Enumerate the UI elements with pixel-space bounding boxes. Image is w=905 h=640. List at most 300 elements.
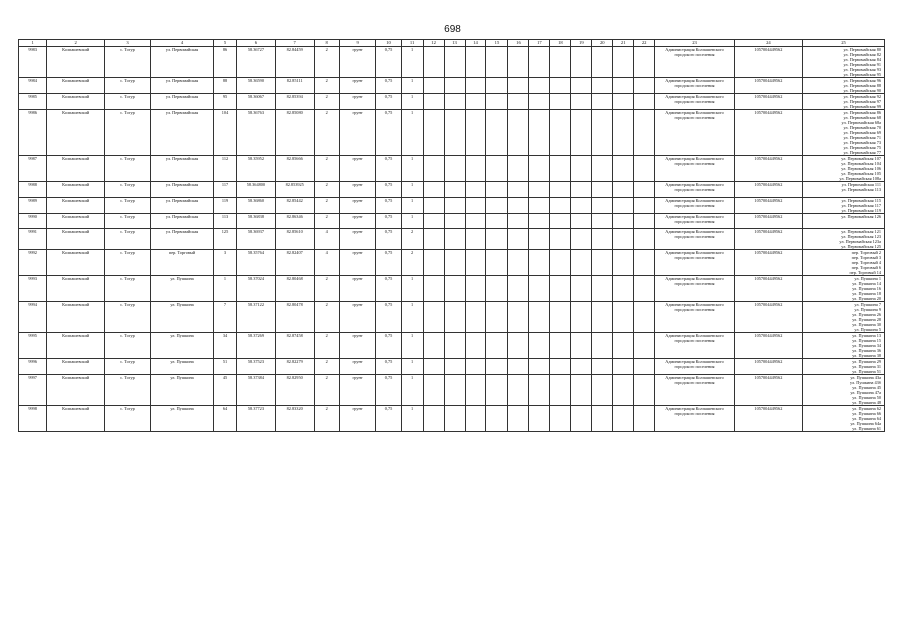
register-table bbox=[18, 39, 885, 432]
surface-cell: грунт bbox=[339, 275, 376, 301]
empty-cell bbox=[571, 249, 592, 275]
street-cell: ул. Первомайская bbox=[151, 156, 214, 182]
latitude-cell: 58.36067 bbox=[237, 94, 276, 110]
column-header: 5 bbox=[213, 40, 236, 47]
empty-cell bbox=[444, 228, 465, 249]
row-number: 9997 bbox=[19, 375, 47, 406]
longitude-cell: 82.80478 bbox=[275, 301, 314, 332]
house-cell: 112 bbox=[213, 156, 236, 182]
empty-cell bbox=[613, 406, 634, 432]
surface-cell: грунт bbox=[339, 182, 376, 197]
area-cell: 2 bbox=[314, 275, 339, 301]
empty-cell bbox=[592, 375, 613, 406]
column-header: 12 bbox=[423, 40, 444, 47]
empty-cell bbox=[592, 182, 613, 197]
empty-cell bbox=[613, 156, 634, 182]
addresses-cell: ул. Первомайская 111 ул. Первомайская 113 bbox=[802, 182, 884, 197]
empty-cell bbox=[571, 94, 592, 110]
volume-cell: 0,75 bbox=[376, 156, 401, 182]
column-header: 11 bbox=[401, 40, 423, 47]
empty-cell bbox=[508, 156, 529, 182]
settlement-cell: с. Тогур bbox=[104, 156, 150, 182]
empty-cell bbox=[486, 47, 508, 78]
settlement-cell: с. Тогур bbox=[104, 197, 150, 213]
owner-cell: Администрация Колпашевского городского поселения bbox=[655, 78, 735, 94]
empty-cell bbox=[529, 275, 550, 301]
settlement-cell: с. Тогур bbox=[104, 94, 150, 110]
empty-cell bbox=[634, 182, 655, 197]
count-cell: 1 bbox=[401, 213, 423, 228]
ogrn-cell: 1057004449562 bbox=[734, 359, 802, 375]
empty-cell bbox=[465, 78, 486, 94]
count-cell: 1 bbox=[401, 78, 423, 94]
empty-cell bbox=[571, 406, 592, 432]
column-header: 16 bbox=[508, 40, 529, 47]
addresses-cell: ул. Первомайская 115 ул. Первомайская 117 ул. Первомайская 119 bbox=[802, 197, 884, 213]
volume-cell: 0,75 bbox=[376, 78, 401, 94]
house-cell: 86 bbox=[213, 47, 236, 78]
empty-cell bbox=[613, 182, 634, 197]
empty-cell bbox=[444, 78, 465, 94]
addresses-cell: ул. Первомайская 96 ул. Первомайская 88 ул. Первомайская 90 bbox=[802, 78, 884, 94]
street-cell: ул. Первомайская bbox=[151, 110, 214, 156]
column-header: 8 bbox=[314, 40, 339, 47]
house-cell: 34 bbox=[213, 333, 236, 359]
street-cell: ул. Пушкина bbox=[151, 406, 214, 432]
empty-cell bbox=[613, 333, 634, 359]
addresses-cell: ул. Первомайская 126 bbox=[802, 213, 884, 228]
count-cell: 2 bbox=[401, 249, 423, 275]
owner-cell: Администрация Колпашевского городского поселения bbox=[655, 197, 735, 213]
empty-cell bbox=[508, 110, 529, 156]
empty-cell bbox=[613, 47, 634, 78]
street-cell: ул. Пушкина bbox=[151, 275, 214, 301]
longitude-cell: 82.853925 bbox=[275, 182, 314, 197]
row-number: 9983 bbox=[19, 47, 47, 78]
area-cell: 2 bbox=[314, 156, 339, 182]
row-number: 9995 bbox=[19, 333, 47, 359]
owner-cell: Администрация Колпашевского городского поселения bbox=[655, 249, 735, 275]
surface-cell: грунт bbox=[339, 406, 376, 432]
longitude-cell: 82.82279 bbox=[275, 359, 314, 375]
volume-cell: 0,75 bbox=[376, 359, 401, 375]
area-cell: 2 bbox=[314, 375, 339, 406]
empty-cell bbox=[444, 182, 465, 197]
district-cell: Колпашевский bbox=[47, 275, 105, 301]
longitude-cell: 82.85080 bbox=[275, 110, 314, 156]
count-cell: 1 bbox=[401, 197, 423, 213]
settlement-cell: с. Тогур bbox=[104, 182, 150, 197]
empty-cell bbox=[486, 156, 508, 182]
column-header: 15 bbox=[486, 40, 508, 47]
empty-cell bbox=[486, 301, 508, 332]
empty-cell bbox=[465, 228, 486, 249]
empty-cell bbox=[423, 249, 444, 275]
column-header: 13 bbox=[444, 40, 465, 47]
street-cell: ул. Первомайская bbox=[151, 228, 214, 249]
district-cell: Колпашевский bbox=[47, 333, 105, 359]
latitude-cell: 58.37024 bbox=[237, 275, 276, 301]
empty-cell bbox=[592, 333, 613, 359]
empty-cell bbox=[508, 275, 529, 301]
column-header: 2 bbox=[47, 40, 105, 47]
empty-cell bbox=[486, 94, 508, 110]
count-cell: 1 bbox=[401, 94, 423, 110]
longitude-cell: 82.85442 bbox=[275, 197, 314, 213]
owner-cell: Администрация Колпашевского городского поселения bbox=[655, 375, 735, 406]
empty-cell bbox=[634, 359, 655, 375]
house-cell: 7 bbox=[213, 301, 236, 332]
empty-cell bbox=[465, 301, 486, 332]
street-cell: ул. Пушкина bbox=[151, 301, 214, 332]
area-cell: 2 bbox=[314, 94, 339, 110]
empty-cell bbox=[508, 301, 529, 332]
row-number: 9994 bbox=[19, 301, 47, 332]
row-number: 9996 bbox=[19, 359, 47, 375]
ogrn-cell: 1057004449562 bbox=[734, 406, 802, 432]
empty-cell bbox=[423, 359, 444, 375]
empty-cell bbox=[550, 213, 571, 228]
empty-cell bbox=[508, 94, 529, 110]
empty-cell bbox=[529, 197, 550, 213]
count-cell: 1 bbox=[401, 359, 423, 375]
column-header: 6 bbox=[237, 40, 276, 47]
district-cell: Колпашевский bbox=[47, 156, 105, 182]
empty-cell bbox=[508, 333, 529, 359]
empty-cell bbox=[634, 333, 655, 359]
longitude-cell: 82.86346 bbox=[275, 213, 314, 228]
empty-cell bbox=[486, 406, 508, 432]
empty-cell bbox=[529, 301, 550, 332]
empty-cell bbox=[486, 249, 508, 275]
street-cell: ул. Первомайская bbox=[151, 213, 214, 228]
district-cell: Колпашевский bbox=[47, 213, 105, 228]
owner-cell: Администрация Колпашевского городского поселения bbox=[655, 359, 735, 375]
addresses-cell: ул. Первомайская 107 ул. Первомайская 104 ул. Первомайская 106 ул. Первомайская 105 ул. Первомайская 108а bbox=[802, 156, 884, 182]
empty-cell bbox=[444, 94, 465, 110]
area-cell: 2 bbox=[314, 197, 339, 213]
empty-cell bbox=[634, 375, 655, 406]
house-cell: 95 bbox=[213, 94, 236, 110]
empty-cell bbox=[571, 275, 592, 301]
empty-cell bbox=[529, 406, 550, 432]
owner-cell: Администрация Колпашевского городского поселения bbox=[655, 47, 735, 78]
empty-cell bbox=[613, 110, 634, 156]
surface-cell: грунт bbox=[339, 156, 376, 182]
volume-cell: 0,75 bbox=[376, 94, 401, 110]
district-cell: Колпашевский bbox=[47, 301, 105, 332]
empty-cell bbox=[423, 156, 444, 182]
empty-cell bbox=[550, 275, 571, 301]
column-header: 23 bbox=[655, 40, 735, 47]
empty-cell bbox=[634, 197, 655, 213]
empty-cell bbox=[550, 110, 571, 156]
empty-cell bbox=[529, 359, 550, 375]
column-header: 3 bbox=[104, 40, 150, 47]
surface-cell: грунт bbox=[339, 228, 376, 249]
latitude-cell: 58.35764 bbox=[237, 249, 276, 275]
owner-cell: Администрация Колпашевского городского поселения bbox=[655, 182, 735, 197]
empty-cell bbox=[592, 156, 613, 182]
row-number: 9992 bbox=[19, 249, 47, 275]
house-cell: 125 bbox=[213, 228, 236, 249]
empty-cell bbox=[465, 197, 486, 213]
empty-cell bbox=[486, 197, 508, 213]
empty-cell bbox=[613, 78, 634, 94]
surface-cell: грунт bbox=[339, 110, 376, 156]
empty-cell bbox=[423, 47, 444, 78]
latitude-cell: 58.37122 bbox=[237, 301, 276, 332]
empty-cell bbox=[465, 94, 486, 110]
empty-cell bbox=[508, 47, 529, 78]
row-number: 9991 bbox=[19, 228, 47, 249]
count-cell: 1 bbox=[401, 156, 423, 182]
volume-cell: 0,75 bbox=[376, 228, 401, 249]
empty-cell bbox=[634, 110, 655, 156]
column-header: 10 bbox=[376, 40, 401, 47]
settlement-cell: с. Тогур bbox=[104, 375, 150, 406]
empty-cell bbox=[592, 359, 613, 375]
empty-cell bbox=[634, 78, 655, 94]
addresses-cell: ул. Пушкина 7 ул. Пушкина 9 ул. Пушкина 26 ул. Пушкина 28 ул. Пушкина 30 ул. Пушкина 5 bbox=[802, 301, 884, 332]
empty-cell bbox=[550, 47, 571, 78]
table-row bbox=[19, 182, 885, 197]
empty-cell bbox=[486, 78, 508, 94]
empty-cell bbox=[634, 47, 655, 78]
latitude-cell: 58.35952 bbox=[237, 156, 276, 182]
empty-cell bbox=[529, 156, 550, 182]
empty-cell bbox=[486, 213, 508, 228]
house-cell: 51 bbox=[213, 359, 236, 375]
table-body bbox=[19, 47, 885, 432]
district-cell: Колпашевский bbox=[47, 182, 105, 197]
empty-cell bbox=[571, 156, 592, 182]
area-cell: 2 bbox=[314, 213, 339, 228]
street-cell: ул. Первомайская bbox=[151, 47, 214, 78]
volume-cell: 0,75 bbox=[376, 47, 401, 78]
column-header: 14 bbox=[465, 40, 486, 47]
surface-cell: грунт bbox=[339, 359, 376, 375]
empty-cell bbox=[444, 197, 465, 213]
district-cell: Колпашевский bbox=[47, 406, 105, 432]
district-cell: Колпашевский bbox=[47, 47, 105, 78]
empty-cell bbox=[592, 110, 613, 156]
table-row bbox=[19, 228, 885, 249]
empty-cell bbox=[508, 197, 529, 213]
owner-cell: Администрация Колпашевского городского поселения bbox=[655, 275, 735, 301]
empty-cell bbox=[571, 375, 592, 406]
empty-cell bbox=[444, 275, 465, 301]
surface-cell: грунт bbox=[339, 197, 376, 213]
longitude-cell: 82.84459 bbox=[275, 47, 314, 78]
empty-cell bbox=[592, 249, 613, 275]
table-row bbox=[19, 94, 885, 110]
empty-cell bbox=[613, 213, 634, 228]
settlement-cell: с. Тогур bbox=[104, 110, 150, 156]
volume-cell: 0,75 bbox=[376, 182, 401, 197]
settlement-cell: с. Тогур bbox=[104, 47, 150, 78]
empty-cell bbox=[508, 228, 529, 249]
empty-cell bbox=[465, 110, 486, 156]
volume-cell: 0,75 bbox=[376, 213, 401, 228]
empty-cell bbox=[423, 228, 444, 249]
count-cell: 1 bbox=[401, 375, 423, 406]
latitude-cell: 58.37723 bbox=[237, 406, 276, 432]
table-row bbox=[19, 359, 885, 375]
empty-cell bbox=[592, 197, 613, 213]
longitude-cell: 82.82950 bbox=[275, 375, 314, 406]
empty-cell bbox=[550, 156, 571, 182]
table-row bbox=[19, 375, 885, 406]
empty-cell bbox=[613, 375, 634, 406]
empty-cell bbox=[592, 94, 613, 110]
column-header: 25 bbox=[802, 40, 884, 47]
empty-cell bbox=[550, 228, 571, 249]
surface-cell: грунт bbox=[339, 47, 376, 78]
empty-cell bbox=[508, 375, 529, 406]
count-cell: 2 bbox=[401, 228, 423, 249]
latitude-cell: 58.37384 bbox=[237, 375, 276, 406]
empty-cell bbox=[465, 47, 486, 78]
row-number: 9988 bbox=[19, 182, 47, 197]
table-row bbox=[19, 197, 885, 213]
ogrn-cell: 1057004449562 bbox=[734, 213, 802, 228]
settlement-cell: с. Тогур bbox=[104, 275, 150, 301]
owner-cell: Администрация Колпашевского городского поселения bbox=[655, 301, 735, 332]
empty-cell bbox=[529, 249, 550, 275]
empty-cell bbox=[444, 47, 465, 78]
count-cell: 1 bbox=[401, 110, 423, 156]
column-header: 22 bbox=[634, 40, 655, 47]
empty-cell bbox=[529, 78, 550, 94]
surface-cell: грунт bbox=[339, 333, 376, 359]
street-cell: ул. Первомайская bbox=[151, 94, 214, 110]
row-number: 9989 bbox=[19, 197, 47, 213]
settlement-cell: с. Тогур bbox=[104, 249, 150, 275]
empty-cell bbox=[529, 228, 550, 249]
owner-cell: Администрация Колпашевского городского поселения bbox=[655, 406, 735, 432]
empty-cell bbox=[423, 275, 444, 301]
empty-cell bbox=[550, 249, 571, 275]
ogrn-cell: 1057004449562 bbox=[734, 47, 802, 78]
empty-cell bbox=[444, 406, 465, 432]
empty-cell bbox=[592, 47, 613, 78]
empty-cell bbox=[529, 333, 550, 359]
table-row bbox=[19, 406, 885, 432]
latitude-cell: 58.36838 bbox=[237, 213, 276, 228]
empty-cell bbox=[444, 375, 465, 406]
empty-cell bbox=[550, 197, 571, 213]
empty-cell bbox=[444, 301, 465, 332]
empty-cell bbox=[550, 333, 571, 359]
area-cell: 2 bbox=[314, 182, 339, 197]
house-cell: 104 bbox=[213, 110, 236, 156]
count-cell: 1 bbox=[401, 182, 423, 197]
owner-cell: Администрация Колпашевского городского поселения bbox=[655, 333, 735, 359]
house-cell: 1 bbox=[213, 275, 236, 301]
longitude-cell: 82.85394 bbox=[275, 94, 314, 110]
empty-cell bbox=[529, 375, 550, 406]
latitude-cell: 58.36727 bbox=[237, 47, 276, 78]
ogrn-cell: 1057004449562 bbox=[734, 156, 802, 182]
row-number: 9998 bbox=[19, 406, 47, 432]
column-header: 21 bbox=[613, 40, 634, 47]
empty-cell bbox=[465, 156, 486, 182]
ogrn-cell: 1057004449562 bbox=[734, 94, 802, 110]
longitude-cell: 82.83320 bbox=[275, 406, 314, 432]
district-cell: Колпашевский bbox=[47, 359, 105, 375]
ogrn-cell: 1057004449562 bbox=[734, 249, 802, 275]
empty-cell bbox=[550, 94, 571, 110]
count-cell: 1 bbox=[401, 47, 423, 78]
empty-cell bbox=[423, 78, 444, 94]
volume-cell: 0,75 bbox=[376, 275, 401, 301]
empty-cell bbox=[634, 301, 655, 332]
street-cell: пер. Торговый bbox=[151, 249, 214, 275]
empty-cell bbox=[634, 249, 655, 275]
empty-cell bbox=[423, 406, 444, 432]
latitude-cell: 58.37523 bbox=[237, 359, 276, 375]
district-cell: Колпашевский bbox=[47, 110, 105, 156]
area-cell: 2 bbox=[314, 110, 339, 156]
empty-cell bbox=[529, 94, 550, 110]
empty-cell bbox=[465, 359, 486, 375]
empty-cell bbox=[571, 333, 592, 359]
empty-cell bbox=[444, 213, 465, 228]
house-cell: 3 bbox=[213, 249, 236, 275]
empty-cell bbox=[634, 275, 655, 301]
area-cell: 2 bbox=[314, 406, 339, 432]
street-cell: ул. Пушкина bbox=[151, 359, 214, 375]
count-cell: 1 bbox=[401, 406, 423, 432]
district-cell: Колпашевский bbox=[47, 197, 105, 213]
owner-cell: Администрация Колпашевского городского поселения bbox=[655, 213, 735, 228]
empty-cell bbox=[550, 78, 571, 94]
latitude-cell: 58.36590 bbox=[237, 78, 276, 94]
empty-cell bbox=[423, 182, 444, 197]
area-cell: 2 bbox=[314, 47, 339, 78]
longitude-cell: 82.85111 bbox=[275, 78, 314, 94]
empty-cell bbox=[613, 197, 634, 213]
addresses-cell: ул. Первомайская 80 ул. Первомайская 82 ул. Первомайская 84 ул. Первомайская 91 ул. Первомайская 93 ул. Первомайская 95 bbox=[802, 47, 884, 78]
column-header: 4 bbox=[151, 40, 214, 47]
empty-cell bbox=[571, 78, 592, 94]
latitude-cell: 58.36937 bbox=[237, 228, 276, 249]
latitude-cell: 58.36860 bbox=[237, 197, 276, 213]
addresses-cell: ул. Первомайская 121 ул. Первомайская 123 ул. Первомайская 123а ул. Первомайская 125 bbox=[802, 228, 884, 249]
addresses-cell: пер. Торговый 2 пер. Торговый 3 пер. Торговый 4 пер. Торговый 6 пер. Торговый 14 bbox=[802, 249, 884, 275]
ogrn-cell: 1057004449562 bbox=[734, 333, 802, 359]
empty-cell bbox=[529, 213, 550, 228]
empty-cell bbox=[423, 375, 444, 406]
row-number: 9987 bbox=[19, 156, 47, 182]
count-cell: 1 bbox=[401, 333, 423, 359]
table-row bbox=[19, 213, 885, 228]
empty-cell bbox=[592, 228, 613, 249]
volume-cell: 0,75 bbox=[376, 375, 401, 406]
ogrn-cell: 1057004449562 bbox=[734, 275, 802, 301]
column-header: 19 bbox=[571, 40, 592, 47]
settlement-cell: с. Тогур bbox=[104, 359, 150, 375]
empty-cell bbox=[571, 228, 592, 249]
street-cell: ул. Первомайская bbox=[151, 197, 214, 213]
house-cell: 117 bbox=[213, 182, 236, 197]
empty-cell bbox=[634, 228, 655, 249]
settlement-cell: с. Тогур bbox=[104, 78, 150, 94]
empty-cell bbox=[508, 406, 529, 432]
house-cell: 119 bbox=[213, 197, 236, 213]
area-cell: 2 bbox=[314, 78, 339, 94]
